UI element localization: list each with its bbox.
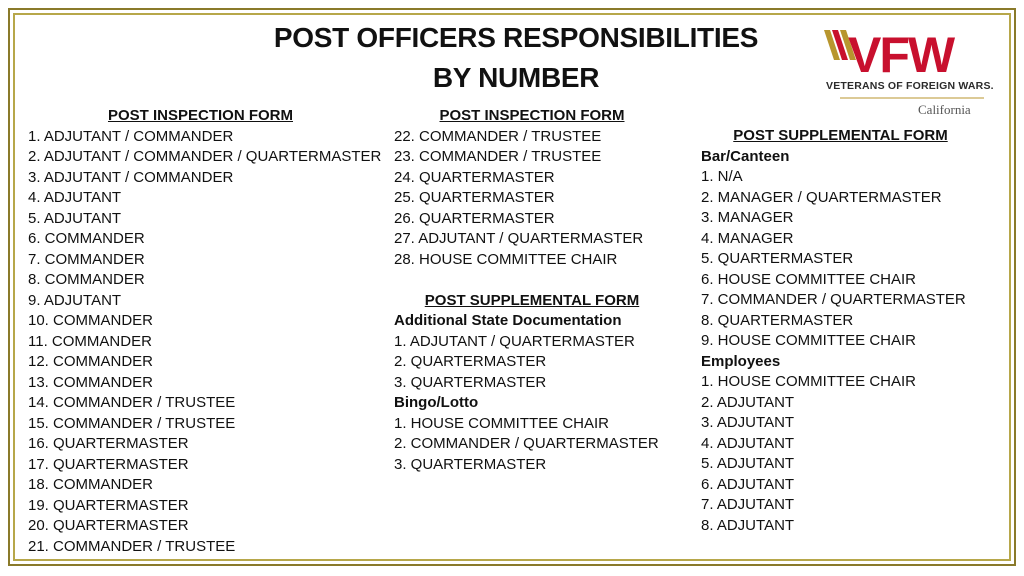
list-item: 4. MANAGER [701,229,794,247]
list-item: 9. HOUSE COMMITTEE CHAIR [701,332,917,349]
list-item: 1. HOUSE COMMITTEE CHAIR [701,373,917,390]
list-item: 2. ADJUTANT [701,393,795,411]
list-item: 6. ADJUTANT [701,475,795,493]
list-item: 12. COMMANDER [28,353,154,370]
list-item: 5. ADJUTANT [28,209,122,227]
list-item: 1. HOUSE COMMITTEE CHAIR [394,414,610,432]
list-item: 7. ADJUTANT [701,496,795,513]
column-inspection-2 [394,106,694,475]
inspection-list-2 [394,127,694,271]
employees-list [701,372,1001,536]
state-docs-list [394,332,694,394]
vfw-logo-mark: VFW [848,27,954,83]
list-item: 3. QUARTERMASTER [394,455,547,473]
canteen-title: Bar/Canteen [701,147,790,165]
list-item: 16. QUARTERMASTER [28,435,189,452]
employees-title: Employees [701,352,781,370]
list-item: 20. QUARTERMASTER [28,517,189,534]
list-item: 7. COMMANDER [28,250,145,268]
list-item: 17. QUARTERMASTER [28,455,189,473]
state-docs-title: Additional State Documentation [394,312,622,329]
inspection-list-1 [28,127,388,558]
list-item: 8. COMMANDER [28,271,145,288]
list-item: 3. QUARTERMASTER [394,373,547,391]
vfw-logo [820,26,996,122]
list-item: 25. QUARTERMASTER [394,189,555,206]
list-item: 18. COMMANDER [28,476,154,493]
list-item: 26. QUARTERMASTER [394,209,555,227]
list-item: 3. ADJUTANT [701,414,795,431]
supplemental-header: POST SUPPLEMENTAL FORM [424,291,640,309]
list-item: 22. COMMANDER / TRUSTEE [394,127,602,145]
list-item: 2. ADJUTANT / COMMANDER / QUARTERMASTER [28,148,382,165]
column-header: POST INSPECTION FORM [439,107,625,124]
list-item: 6. COMMANDER [28,230,145,247]
list-item: 24. QUARTERMASTER [394,168,555,186]
list-item: 2. MANAGER / QUARTERMASTER [701,188,942,206]
column-header: POST INSPECTION FORM [107,107,293,124]
list-item: 15. COMMANDER / TRUSTEE [28,414,236,432]
list-item: 11. COMMANDER [28,332,152,350]
list-item: 3. ADJUTANT / COMMANDER [28,168,234,186]
bingo-title: Bingo/Lotto [394,394,479,411]
list-item: 23. COMMANDER / TRUSTEE [394,148,602,165]
list-item: 27. ADJUTANT / QUARTERMASTER [394,230,644,247]
list-item: 2. COMMANDER / QUARTERMASTER [394,435,659,452]
vfw-logo-state: California [918,102,971,117]
list-item: 2. QUARTERMASTER [394,353,547,370]
list-item: 9. ADJUTANT [28,291,122,309]
list-item: 14. COMMANDER / TRUSTEE [28,394,236,411]
spacer [394,270,694,291]
vfw-logo-tagline: VETERANS OF FOREIGN WARS. [826,80,994,92]
list-item: 8. QUARTERMASTER [701,311,854,329]
list-item: 3. MANAGER [701,209,794,226]
column-supplemental [701,126,1001,536]
page-title [200,18,832,98]
list-item: 7. COMMANDER / QUARTERMASTER [701,291,966,308]
list-item: 6. HOUSE COMMITTEE CHAIR [701,270,917,288]
list-item: 1. ADJUTANT / COMMANDER [28,127,234,145]
list-item: 5. ADJUTANT [701,455,795,472]
list-item: 8. ADJUTANT [701,516,795,534]
list-item: 5. QUARTERMASTER [701,250,854,267]
title-line-1: POST OFFICERS RESPONSIBILITIES [273,22,759,53]
list-item: 1. ADJUTANT / QUARTERMASTER [394,332,635,350]
canteen-list [701,167,1001,352]
bingo-list [394,414,694,476]
list-item: 21. COMMANDER / TRUSTEE [28,537,236,555]
column-header: POST SUPPLEMENTAL FORM [733,127,948,144]
list-item: 4. ADJUTANT [701,434,795,452]
list-item: 28. HOUSE COMMITTEE CHAIR [394,250,618,268]
title-line-2: BY NUMBER [432,62,600,93]
list-item: 4. ADJUTANT [28,189,122,206]
column-inspection-1 [28,106,388,557]
list-item: 1. N/A [701,168,743,185]
list-item: 10. COMMANDER [28,312,154,329]
list-item: 13. COMMANDER [28,373,154,391]
list-item: 19. QUARTERMASTER [28,496,189,514]
